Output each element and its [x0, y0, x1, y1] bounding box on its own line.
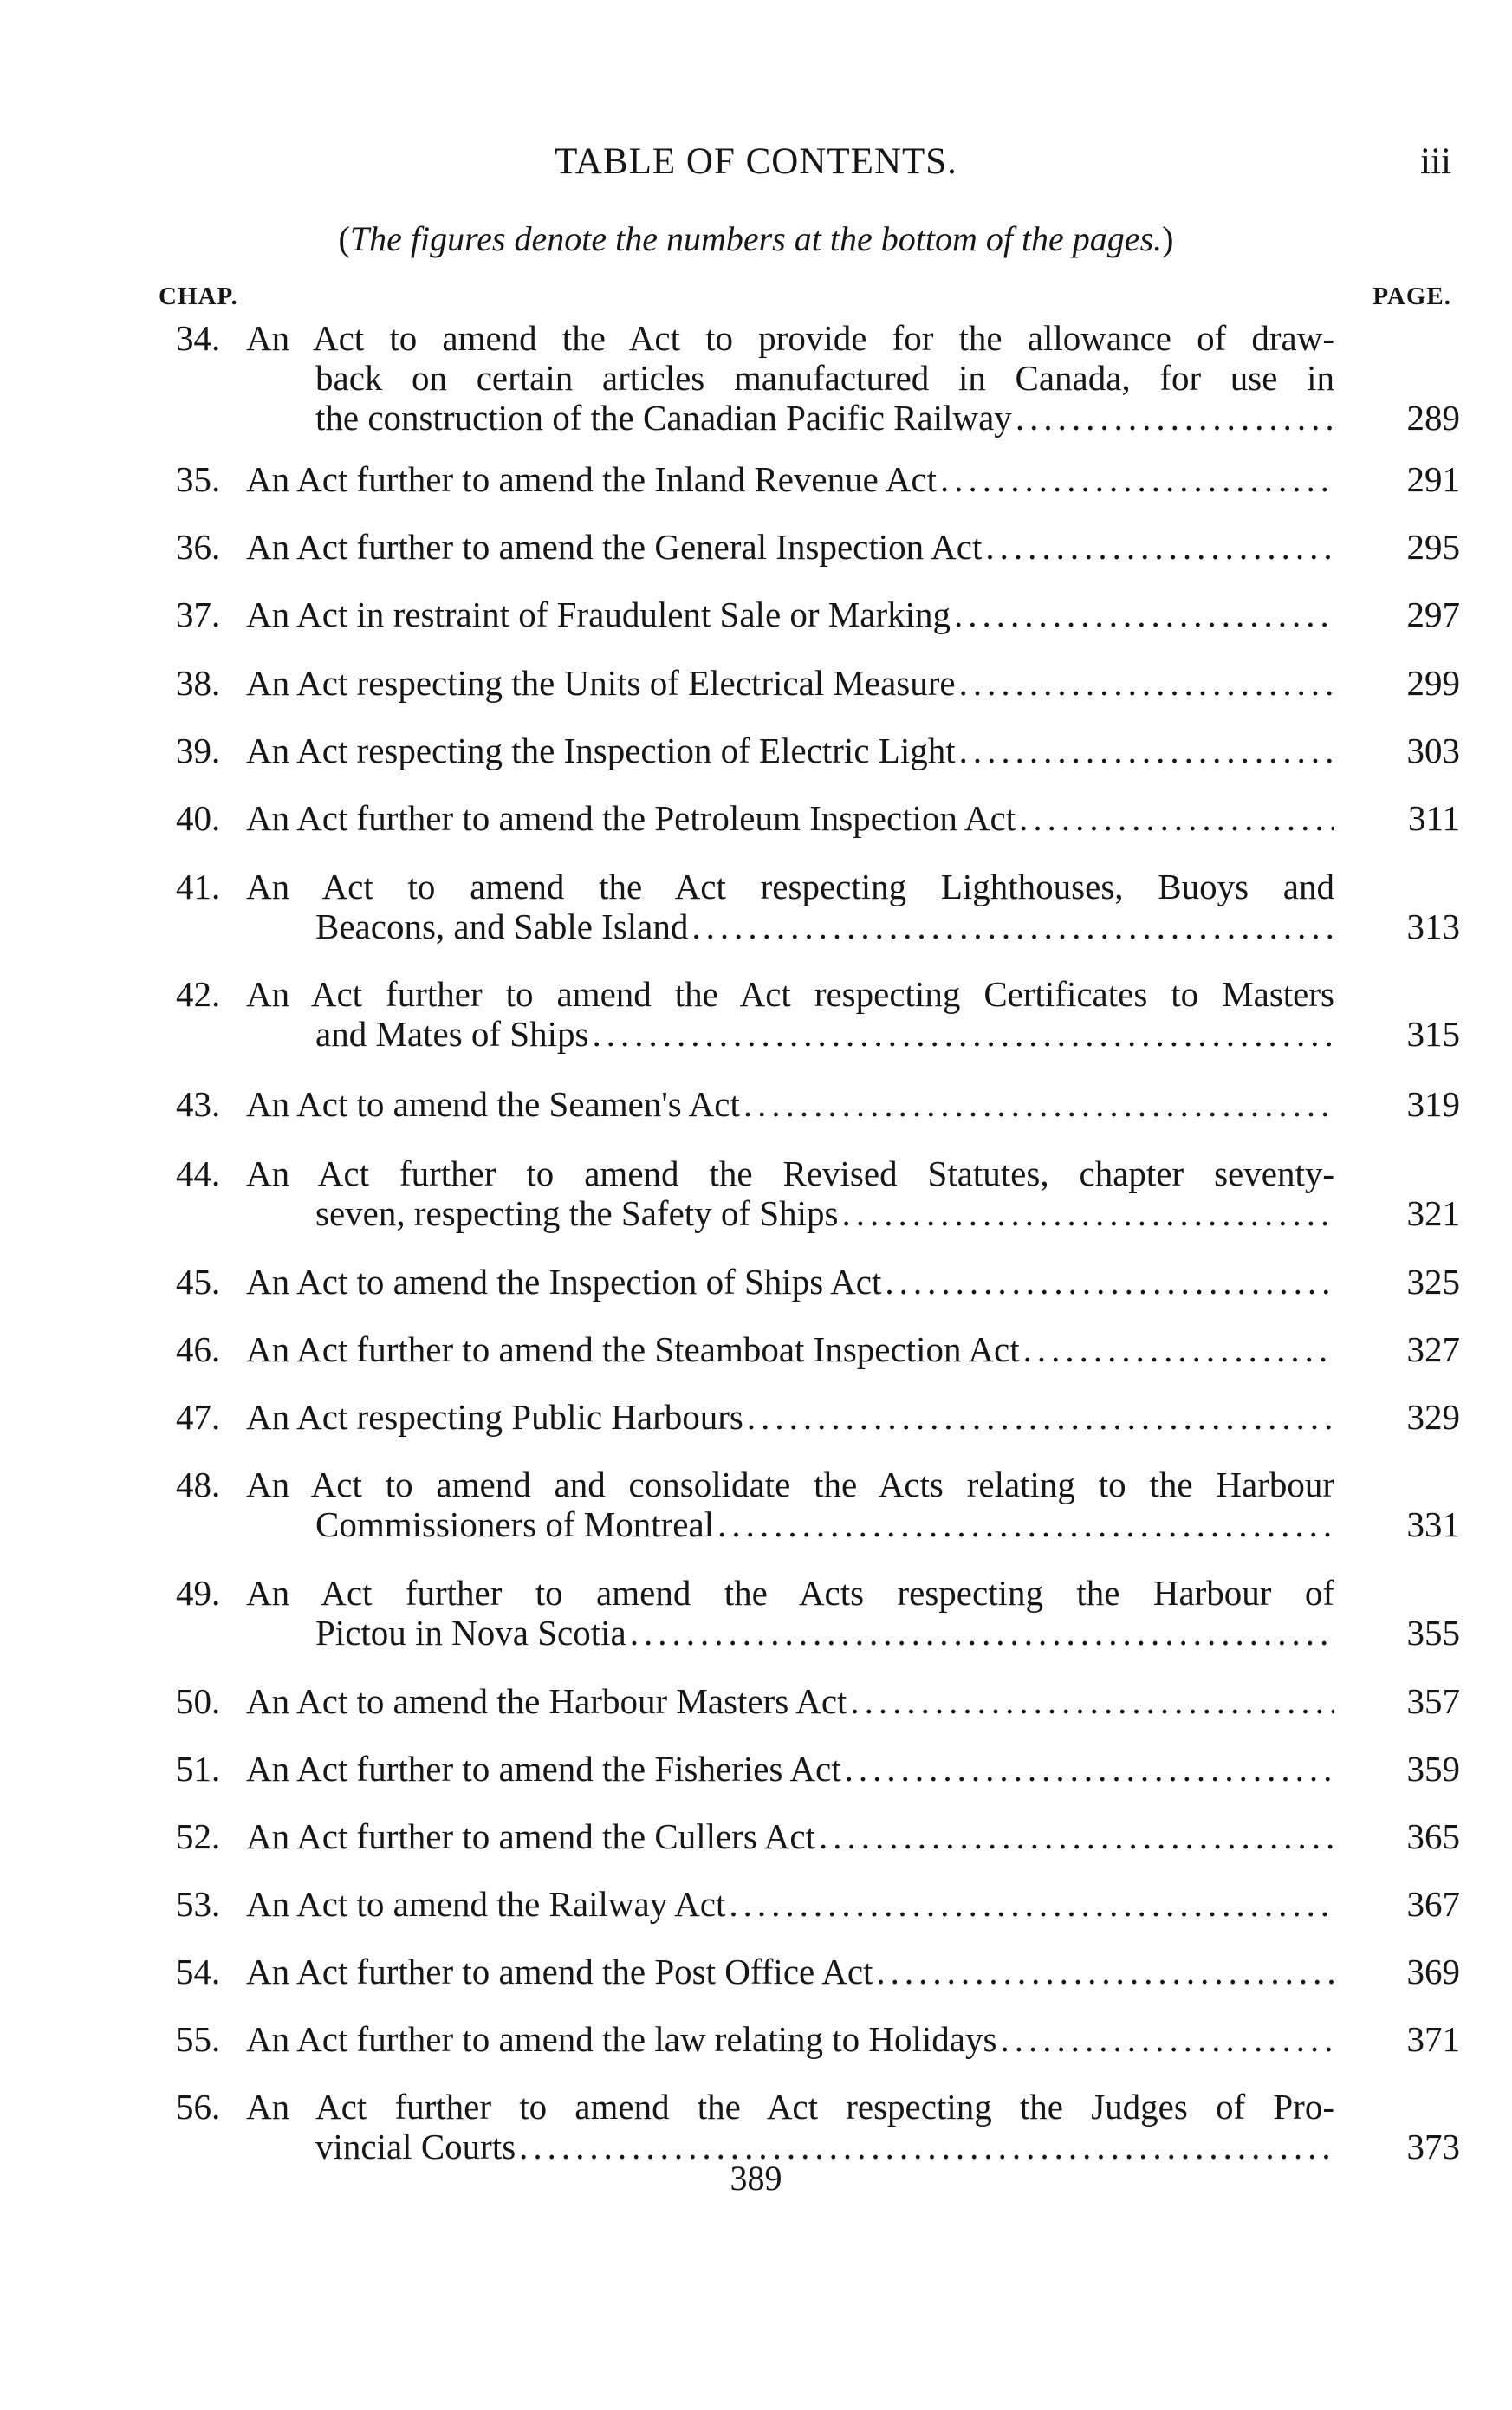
page-note — [0, 218, 1512, 259]
entry-title-line: An Act to amend the Act respecting Lighthouses, Buoys and — [246, 867, 1334, 906]
entry-title-text: the construction of the Canadian Pacific Railway — [315, 398, 1012, 438]
entry-title-text: An Act further to amend the Petroleum Inspection Act — [246, 798, 1016, 838]
entry-title — [246, 318, 1334, 438]
page-reference: 367 — [1406, 1884, 1460, 1924]
entry-title — [246, 1952, 1334, 1991]
page-reference: 315 — [1406, 1014, 1460, 1054]
chapter-number: 38. — [176, 663, 221, 703]
page-reference: 321 — [1406, 1193, 1460, 1233]
entry-title-text: An Act further to amend the Fisheries Act — [246, 1749, 841, 1789]
page-reference: 291 — [1406, 459, 1460, 499]
entry-title-line — [246, 527, 1334, 567]
entry-title-text: vincial Courts — [315, 2127, 516, 2166]
entry-title-line — [246, 1193, 1334, 1233]
entry-title-text: Beacons, and Sable Island — [315, 906, 689, 946]
dot-leader — [819, 1816, 1334, 1856]
entry-title — [246, 2019, 1334, 2059]
page-reference: 369 — [1406, 1952, 1460, 1991]
entry-title-line — [246, 1952, 1334, 1991]
entry-title-line: An Act further to amend the Act respecting the Judges of Pro- — [246, 2087, 1334, 2127]
entry-title-text: An Act respecting the Inspection of Electric Light — [246, 731, 956, 770]
entry-title-text: An Act further to amend the law relating to Holidays — [246, 2019, 997, 2059]
chapter-number: 40. — [176, 798, 221, 838]
dot-leader — [717, 1504, 1334, 1544]
entry-title-text: and Mates of Ships — [315, 1014, 589, 1054]
chapter-number: 43. — [176, 1084, 221, 1124]
entry-title-text: An Act respecting the Units of Electrical Measure — [246, 663, 956, 703]
dot-leader — [959, 731, 1334, 770]
entry-title-line — [246, 459, 1334, 499]
page-reference: 297 — [1406, 594, 1460, 634]
chapter-number: 42. — [176, 974, 221, 1014]
entry-title-text: An Act to amend the Seamen's Act — [246, 1084, 740, 1124]
chapter-number: 52. — [176, 1816, 221, 1856]
page-reference: 355 — [1406, 1613, 1460, 1653]
chapter-number: 55. — [176, 2019, 221, 2059]
entry-title-line — [246, 731, 1334, 770]
entry-title — [246, 1749, 1334, 1789]
dot-leader — [747, 1397, 1334, 1437]
entry-title-text: An Act to amend the Harbour Masters Act — [246, 1681, 847, 1721]
page-reference: 313 — [1406, 906, 1460, 946]
entry-title-text: An Act further to amend the Inland Revenue Act — [246, 459, 937, 499]
chapter-number: 54. — [176, 1952, 221, 1991]
chapter-number: 34. — [176, 318, 221, 358]
dot-leader — [1000, 2019, 1334, 2059]
entry-title-line — [246, 1504, 1334, 1544]
folio-roman-numeral: iii — [1420, 141, 1451, 182]
dot-leader — [691, 906, 1334, 946]
entry-title-line — [246, 594, 1334, 634]
entry-title — [246, 459, 1334, 499]
entry-title — [246, 1681, 1334, 1721]
chapter-number: 51. — [176, 1749, 221, 1789]
dot-leader — [850, 1681, 1334, 1721]
entry-title-text: An Act further to amend the Steamboat Inspection Act — [246, 1329, 1020, 1369]
entry-title-line — [246, 1884, 1334, 1924]
entry-title-text: An Act further to amend the General Inspection Act — [246, 527, 983, 567]
entry-title — [246, 1816, 1334, 1856]
entry-title-line — [246, 1749, 1334, 1789]
entry-title-line — [246, 1084, 1334, 1124]
entry-title-text: Commissioners of Montreal — [315, 1504, 715, 1544]
entry-title-line — [246, 1014, 1334, 1054]
entry-title-line: An Act further to amend the Acts respecting the Harbour of — [246, 1573, 1334, 1613]
entry-title-text: An Act further to amend the Cullers Act — [246, 1816, 815, 1856]
dot-leader — [1023, 1329, 1334, 1369]
page-reference: 329 — [1406, 1397, 1460, 1437]
dot-leader — [1019, 798, 1334, 838]
chapter-number: 47. — [176, 1397, 221, 1437]
entry-title-text: An Act further to amend the Post Office Act — [246, 1952, 873, 1991]
entry-title-line — [246, 906, 1334, 946]
dot-leader — [985, 527, 1334, 567]
entry-title-line: An Act further to amend the Act respecting Certificates to Masters — [246, 974, 1334, 1014]
page-reference: 325 — [1406, 1262, 1460, 1302]
dot-leader — [885, 1262, 1334, 1302]
chapter-number: 36. — [176, 527, 221, 567]
page-reference: 373 — [1406, 2127, 1460, 2166]
dot-leader — [876, 1952, 1334, 1991]
note-open-paren: ( — [338, 219, 350, 258]
page-reference: 331 — [1406, 1504, 1460, 1544]
entry-title-line: An Act to amend and consolidate the Acts relating to the Harbour — [246, 1465, 1334, 1504]
entry-title-line — [246, 798, 1334, 838]
entry-title-text: seven, respecting the Safety of Ships — [315, 1193, 839, 1233]
note-close-paren: ) — [1162, 219, 1174, 258]
entry-title-line — [246, 1613, 1334, 1653]
entry-title — [246, 1465, 1334, 1544]
entry-title — [246, 1084, 1334, 1124]
entry-title-text: An Act to amend the Railway Act — [246, 1884, 726, 1924]
entry-title-line — [246, 2019, 1334, 2059]
column-header-page: PAGE. — [1372, 283, 1451, 310]
entry-title-line: back on certain articles manufactured in Canada, for use in — [315, 358, 1334, 398]
entry-title — [246, 1573, 1334, 1653]
page-reference: 365 — [1406, 1816, 1460, 1856]
entry-title — [246, 798, 1334, 838]
entry-title-line — [246, 1262, 1334, 1302]
chapter-number: 46. — [176, 1329, 221, 1369]
chapter-number: 44. — [176, 1153, 221, 1193]
entry-title-text: An Act respecting Public Harbours — [246, 1397, 743, 1437]
entry-title — [246, 527, 1334, 567]
entry-title — [246, 731, 1334, 770]
dot-leader — [1016, 398, 1334, 438]
entry-title — [246, 1153, 1334, 1233]
page-reference: 311 — [1408, 798, 1460, 838]
page-reference: 303 — [1406, 731, 1460, 770]
entry-title-line — [246, 1816, 1334, 1856]
dot-leader — [845, 1749, 1334, 1789]
page-reference: 327 — [1406, 1329, 1460, 1369]
chapter-number: 35. — [176, 459, 221, 499]
dot-leader — [630, 1613, 1334, 1653]
entry-title-line — [246, 663, 1334, 703]
page-reference: 295 — [1406, 527, 1460, 567]
dot-leader — [743, 1084, 1334, 1124]
chapter-number: 56. — [176, 2087, 221, 2127]
entry-title — [246, 1397, 1334, 1437]
entry-title-line: An Act to amend the Act to provide for the allowance of draw- — [246, 318, 1334, 358]
chapter-number: 45. — [176, 1262, 221, 1302]
chapter-number: 50. — [176, 1681, 221, 1721]
page-title: TABLE OF CONTENTS. — [555, 141, 957, 182]
entry-title-text: An Act to amend the Inspection of Ships Act — [246, 1262, 882, 1302]
chapter-number: 49. — [176, 1573, 221, 1613]
entry-title — [246, 867, 1334, 946]
dot-leader — [729, 1884, 1334, 1924]
column-header-chapter: CHAP. — [159, 283, 238, 310]
dot-leader — [959, 663, 1334, 703]
page-reference: 371 — [1406, 2019, 1460, 2059]
entry-title-text: Pictou in Nova Scotia — [315, 1613, 626, 1653]
entry-title-line — [246, 1329, 1334, 1369]
dot-leader — [841, 1193, 1334, 1233]
dot-leader — [592, 1014, 1334, 1054]
dot-leader — [954, 594, 1334, 634]
chapter-number: 39. — [176, 731, 221, 770]
entry-title-line — [246, 1681, 1334, 1721]
dot-leader — [940, 459, 1334, 499]
page-reference: 359 — [1406, 1749, 1460, 1789]
chapter-number: 37. — [176, 594, 221, 634]
chapter-number: 48. — [176, 1465, 221, 1504]
entry-title-line — [246, 1397, 1334, 1437]
entry-title-text: An Act in restraint of Fraudulent Sale or Marking — [246, 594, 951, 634]
chapter-number: 53. — [176, 1884, 221, 1924]
page-reference: 299 — [1406, 663, 1460, 703]
page-reference: 289 — [1406, 398, 1460, 438]
entry-title — [246, 1262, 1334, 1302]
entry-title — [246, 594, 1334, 634]
note-text: The figures denote the numbers at the bottom of the pages. — [349, 219, 1163, 258]
footer-page-number: 389 — [730, 2159, 782, 2198]
entry-title — [246, 974, 1334, 1054]
page-reference: 319 — [1406, 1084, 1460, 1124]
page-reference: 357 — [1406, 1681, 1460, 1721]
entry-title — [246, 1329, 1334, 1369]
entry-title — [246, 1884, 1334, 1924]
entry-title-line: An Act further to amend the Revised Statutes, chapter seventy- — [246, 1153, 1334, 1193]
entry-title — [246, 2087, 1334, 2166]
entry-title — [246, 663, 1334, 703]
chapter-number: 41. — [176, 867, 221, 906]
entry-title-line — [246, 398, 1334, 438]
